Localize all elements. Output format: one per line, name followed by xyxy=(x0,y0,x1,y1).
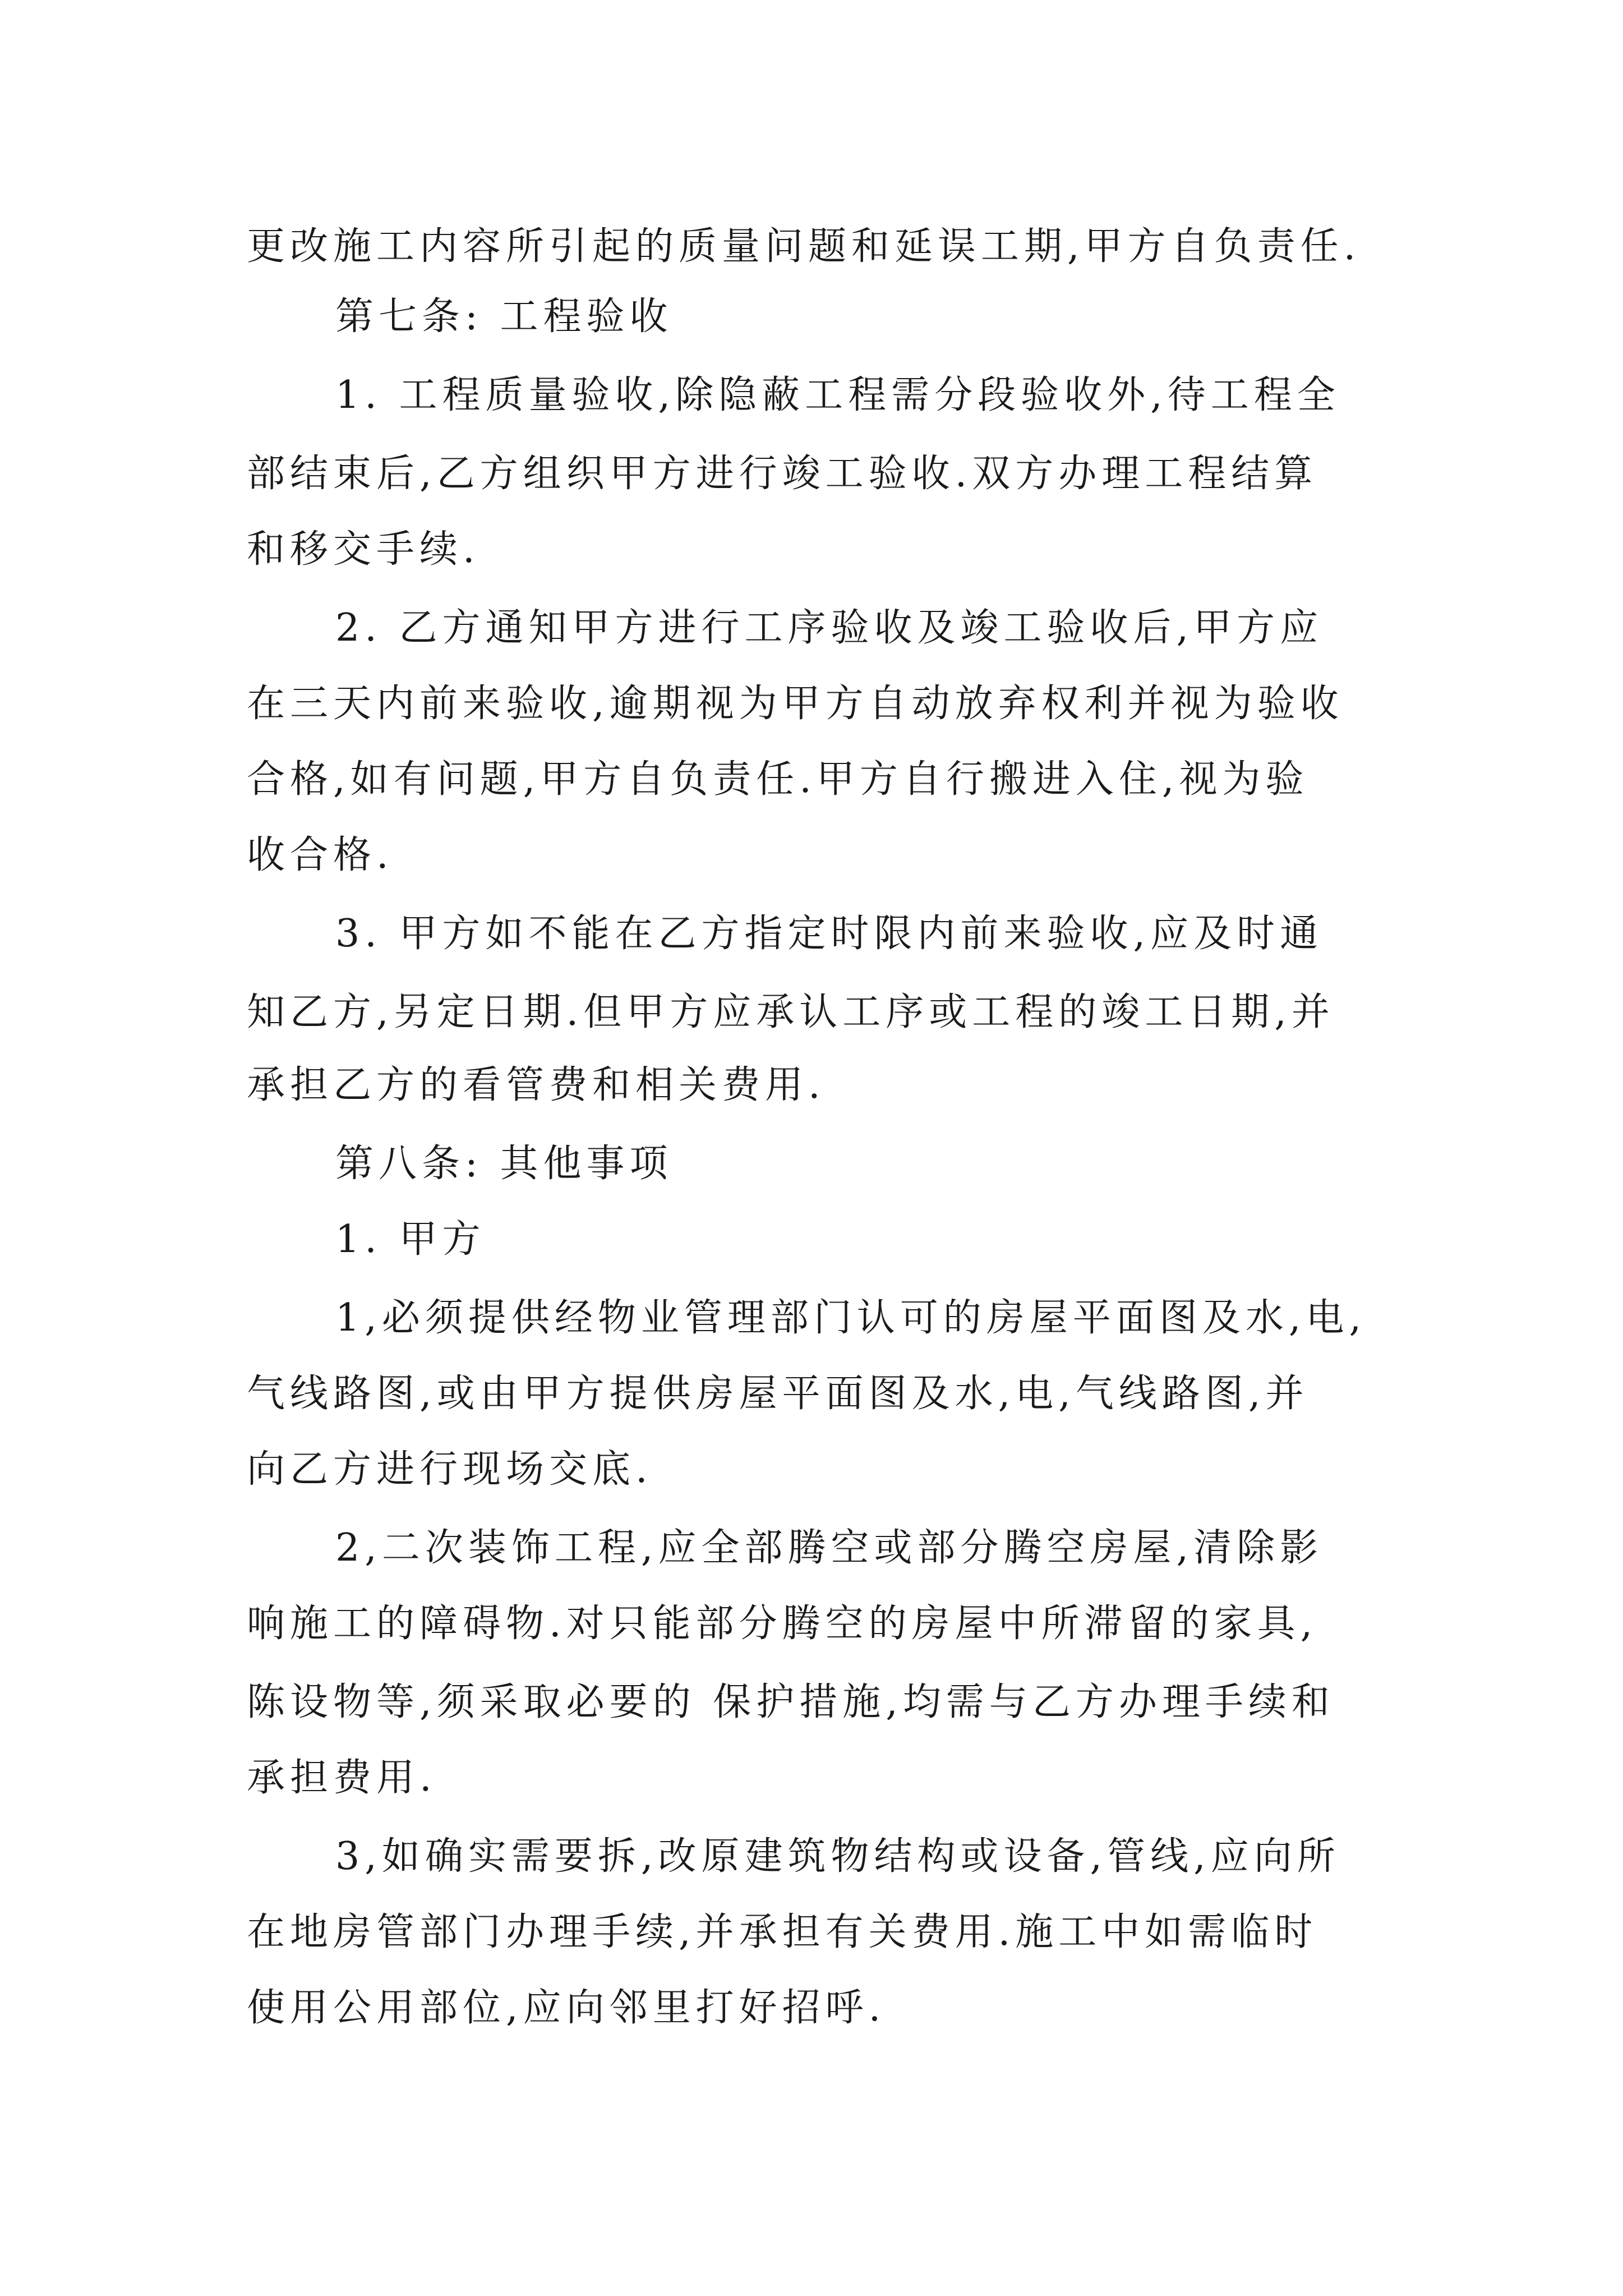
text-line: 2,二次装饰工程,应全部腾空或部分腾空房屋,清除影 xyxy=(335,1526,1324,1570)
text-line: 1. 工程质量验收,除隐蔽工程需分段验收外,待工程全 xyxy=(335,373,1340,417)
text-line: 和移交手续. xyxy=(247,527,480,572)
text-line: 气线路图,或由甲方提供房屋平面图及水,电,气线路图,并 xyxy=(247,1372,1309,1416)
text-line: 3. 甲方如不能在乙方指定时限内前来验收,应及时通 xyxy=(335,912,1324,956)
text-line: 知乙方,另定日期.但甲方应承认工序或工程的竣工日期,并 xyxy=(247,990,1335,1034)
text-line: 使用公用部位,应向邻里打好招呼. xyxy=(247,1986,886,2030)
text-line: 更改施工内容所引起的质量问题和延误工期,甲方自负责任. xyxy=(247,224,1361,269)
text-line: 在三天内前来验收,逾期视为甲方自动放弃权利并视为验收 xyxy=(247,682,1344,726)
text-line: 合格,如有问题,甲方自负责任.甲方自行搬进入住,视为验 xyxy=(247,757,1309,802)
text-line: 收合格. xyxy=(247,833,394,877)
section-heading-7: 第七条: 工程验收 xyxy=(335,295,673,339)
section-heading-8: 第八条: 其他事项 xyxy=(335,1142,673,1186)
text-line: 1,必须提供经物业管理部门认可的房屋平面图及水,电, xyxy=(335,1296,1367,1340)
text-line: 3,如确实需要拆,改原建筑物结构或设备,管线,应向所 xyxy=(335,1834,1340,1879)
text-line: 承担费用. xyxy=(247,1756,437,1800)
text-line: 响施工的障碍物.对只能部分腾空的房屋中所滞留的家具, xyxy=(247,1602,1318,1646)
text-line: 部结束后,乙方组织甲方进行竣工验收.双方办理工程结算 xyxy=(247,452,1318,496)
text-line: 陈设物等,须采取必要的 保护措施,均需与乙方办理手续和 xyxy=(247,1680,1335,1724)
text-line: 2. 乙方通知甲方进行工序验收及竣工验收后,甲方应 xyxy=(335,606,1324,650)
text-line: 在地房管部门办理手续,并承担有关费用.施工中如需临时 xyxy=(247,1910,1318,1954)
text-line: 1. 甲方 xyxy=(335,1217,486,1262)
text-line: 向乙方进行现场交底. xyxy=(247,1447,653,1492)
text-line: 承担乙方的看管费和相关费用. xyxy=(247,1063,826,1107)
